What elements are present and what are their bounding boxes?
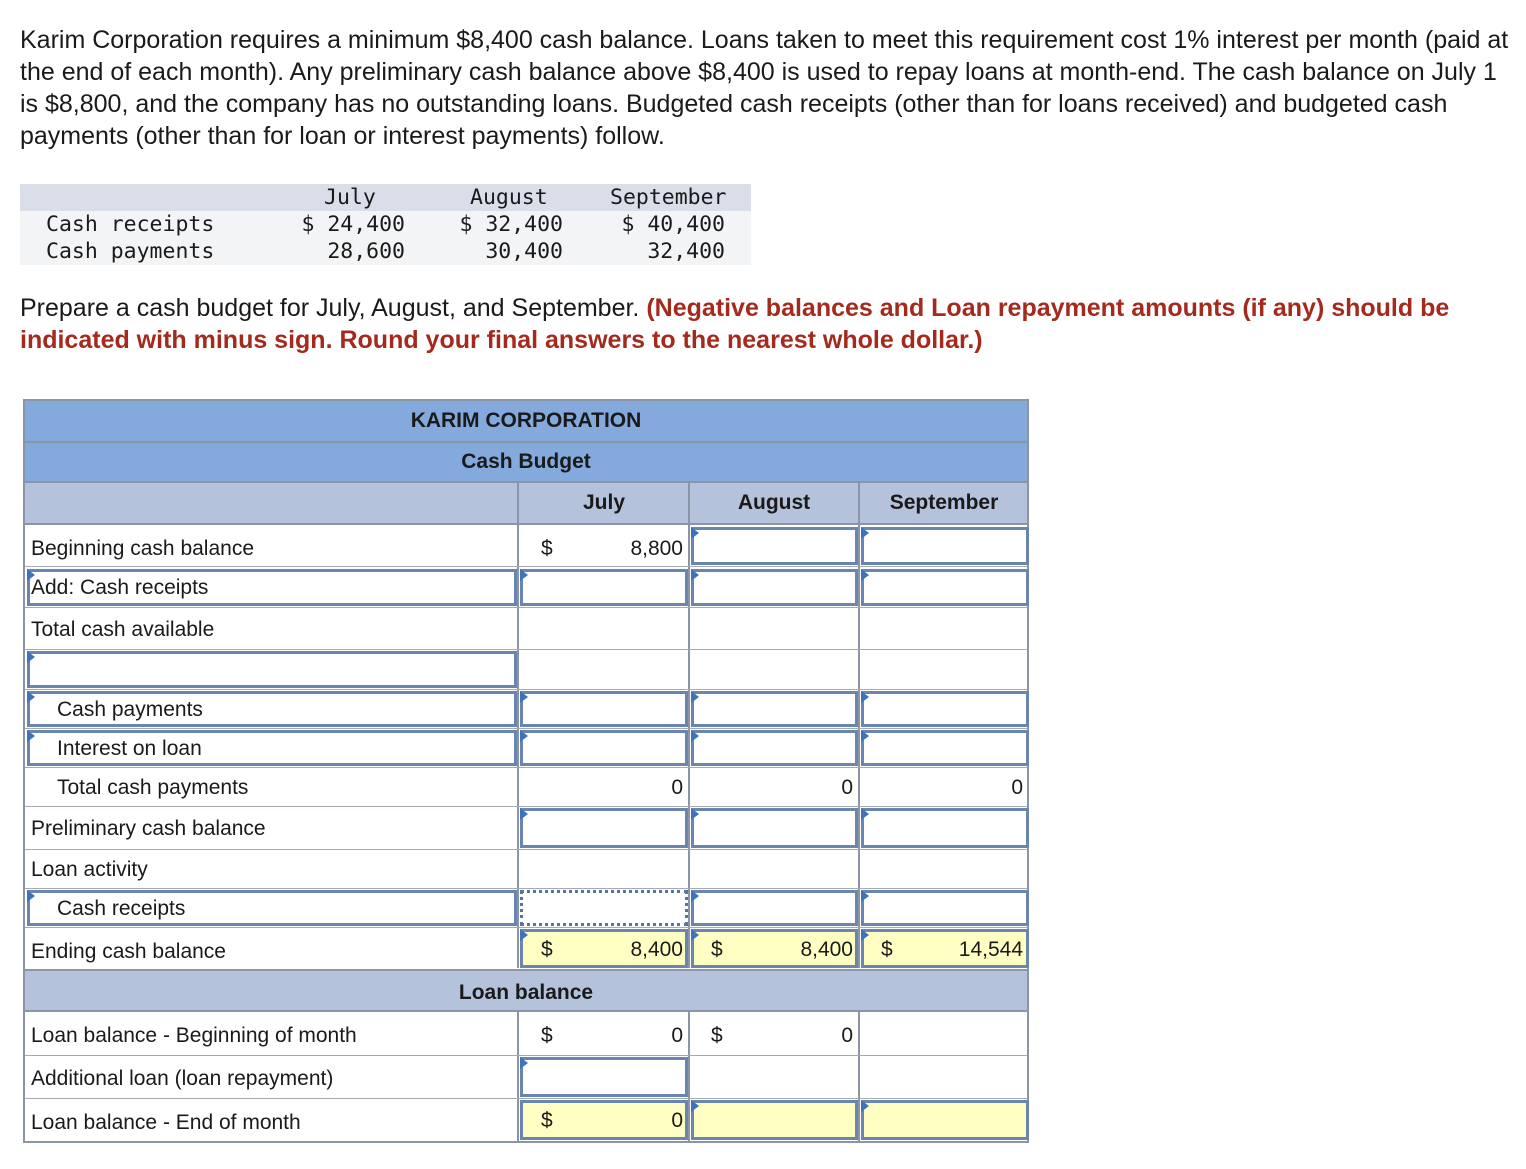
- dropdown-flag-icon: [27, 730, 35, 742]
- input-loan-receipts-july[interactable]: [520, 890, 688, 926]
- input-beginning-august[interactable]: [691, 527, 858, 565]
- given-label: Cash receipts: [46, 212, 215, 237]
- loan-beginning-august: 0: [841, 1024, 853, 1047]
- label-additional-loan: Additional loan (loan repayment): [31, 1067, 334, 1090]
- dropdown-flag-icon: [861, 890, 869, 902]
- problem-intro: Karim Corporation requires a minimum $8,400 cash balance. Loans taken to meet this requirement cost 1% interest per month (paid at the end of each month). Any preliminary cash balance above $8,400 is used to repay loans at month-end. The cash balance on July 1 is $8,800, and the company has no outstanding loans. Budgeted cash receipts (other than for loans received) and budgeted cash payments (other than for loan or interest payments) follow.: [20, 26, 1509, 150]
- input-beginning-september[interactable]: [861, 527, 1029, 565]
- input-payments-september[interactable]: [861, 691, 1029, 727]
- dropdown-flag-icon: [691, 527, 699, 539]
- total-payments-august: 0: [841, 776, 853, 799]
- label-loan-beginning: Loan balance - Beginning of month: [31, 1024, 357, 1047]
- label-preliminary-cash: Preliminary cash balance: [31, 817, 266, 840]
- col-divider: [517, 483, 519, 968]
- currency-sign: $: [881, 938, 893, 961]
- col-divider: [688, 1012, 690, 1143]
- dropdown-flag-icon: [691, 691, 699, 703]
- loan-end-july-value: 0: [671, 1109, 683, 1132]
- row-divider: [25, 566, 1027, 567]
- label-loan-cash-receipts: Cash receipts: [57, 897, 186, 920]
- given-row-receipts: [20, 211, 751, 238]
- ending-cash-july-value: 8,400: [630, 938, 683, 961]
- dropdown-flag-icon: [27, 651, 35, 663]
- total-payments-september: 0: [1011, 776, 1023, 799]
- dropdown-flag-icon: [861, 691, 869, 703]
- dropdown-flag-icon: [520, 691, 528, 703]
- loan-beginning-july: 0: [671, 1024, 683, 1047]
- input-receipts-july[interactable]: [520, 569, 688, 606]
- given-label: Cash payments: [46, 239, 215, 264]
- currency-sign: $: [541, 1109, 553, 1132]
- input-preliminary-july[interactable]: [520, 808, 688, 848]
- given-value: $ 32,400: [459, 212, 563, 237]
- row-divider: [25, 607, 1027, 608]
- given-header-july: July: [324, 185, 376, 210]
- given-value: $ 40,400: [621, 212, 725, 237]
- row-divider: [25, 649, 1027, 650]
- input-receipts-august[interactable]: [691, 569, 858, 606]
- company-name: KARIM CORPORATION: [25, 401, 1027, 443]
- dropdown-flag-icon: [520, 730, 528, 742]
- loan-balance-header: Loan balance: [25, 969, 1027, 1012]
- budget-title: Cash Budget: [25, 443, 1027, 483]
- row-divider: [25, 767, 1027, 768]
- input-loan-end-august[interactable]: [691, 1100, 858, 1140]
- dropdown-flag-icon: [520, 929, 528, 941]
- column-header-september: September: [889, 491, 999, 514]
- given-value: 30,400: [485, 239, 563, 264]
- given-header-august: August: [470, 185, 548, 210]
- row-divider: [25, 728, 1027, 729]
- dropdown-flag-icon: [861, 808, 869, 820]
- given-value: 32,400: [647, 239, 725, 264]
- currency-sign: $: [541, 938, 553, 961]
- row-divider: [25, 849, 1027, 850]
- currency-sign: $: [541, 1024, 553, 1047]
- label-loan-activity: Loan activity: [31, 858, 148, 881]
- column-header-row: [25, 483, 1027, 525]
- input-interest-august[interactable]: [691, 730, 858, 766]
- dropdown-flag-icon: [27, 691, 35, 703]
- instructions: [20, 292, 1520, 356]
- dropdown-flag-icon: [861, 527, 869, 539]
- dropdown-flag-icon: [691, 890, 699, 902]
- input-payments-july[interactable]: [520, 691, 688, 727]
- beginning-cash-july: 8,800: [630, 537, 683, 560]
- ending-cash-september-value: 14,544: [958, 938, 1023, 961]
- row-divider: [25, 1055, 1027, 1056]
- dropdown-flag-icon: [691, 730, 699, 742]
- instruction-warning: (Negative balances and Loan repayment amounts (if any) should be indicated with minus sign. Round your final answers to the nearest whole dollar.): [20, 294, 1450, 354]
- given-row-payments: [20, 238, 751, 265]
- label-loan-end: Loan balance - End of month: [31, 1111, 301, 1134]
- input-receipts-september[interactable]: [861, 569, 1029, 606]
- dropdown-flag-icon: [520, 569, 528, 581]
- ending-cash-august-value: 8,400: [800, 938, 853, 961]
- col-divider: [688, 483, 690, 968]
- label-ending-cash: Ending cash balance: [31, 940, 226, 963]
- dropdown-flag-icon: [691, 569, 699, 581]
- column-header-july: July: [582, 491, 626, 514]
- input-preliminary-september[interactable]: [861, 808, 1029, 848]
- label-add-cash-receipts: Add: Cash receipts: [31, 576, 209, 599]
- label-total-cash-available: Total cash available: [31, 618, 215, 641]
- dropdown-flag-icon: [691, 1100, 699, 1112]
- input-loan-receipts-august[interactable]: [691, 890, 858, 926]
- input-payments-august[interactable]: [691, 691, 858, 727]
- dropdown-flag-icon: [520, 1057, 528, 1069]
- label-cash-payments: Cash payments: [57, 698, 203, 721]
- col-divider: [858, 1012, 860, 1143]
- dropdown-flag-icon: [691, 808, 699, 820]
- given-value: 28,600: [327, 239, 405, 264]
- row-divider: [25, 806, 1027, 807]
- dropdown-flag-icon: [27, 890, 35, 902]
- given-header-row: [20, 184, 751, 211]
- input-loan-end-september[interactable]: [861, 1100, 1029, 1140]
- currency-sign: $: [711, 1024, 723, 1047]
- input-loan-receipts-september[interactable]: [861, 890, 1029, 926]
- dropdown-flag-icon: [861, 1100, 869, 1112]
- row-divider: [25, 1098, 1027, 1099]
- dropdown-flag-icon: [861, 569, 869, 581]
- dropdown-flag-icon: [861, 929, 869, 941]
- label-interest-on-loan: Interest on loan: [57, 737, 202, 760]
- currency-sign: $: [541, 537, 553, 560]
- input-preliminary-august[interactable]: [691, 808, 858, 848]
- cash-budget-table: [23, 399, 1029, 1143]
- dropdown-flag-icon: [520, 808, 528, 820]
- row-divider: [25, 689, 1027, 690]
- input-additional-loan-july[interactable]: [520, 1057, 688, 1097]
- label-total-cash-payments: Total cash payments: [57, 776, 249, 799]
- col-divider: [858, 483, 860, 968]
- row-divider: [25, 888, 1027, 889]
- col-divider: [517, 1012, 519, 1143]
- dropdown-flag-icon: [861, 730, 869, 742]
- input-interest-september[interactable]: [861, 730, 1029, 766]
- dropdown-flag-icon: [691, 929, 699, 941]
- row-divider: [25, 927, 1027, 928]
- given-value: $ 24,400: [301, 212, 405, 237]
- instruction-text: Prepare a cash budget for July, August, and September.: [20, 294, 640, 322]
- label-beginning-cash: Beginning cash balance: [31, 537, 255, 560]
- input-interest-july[interactable]: [520, 730, 688, 766]
- column-header-august: August: [737, 491, 811, 514]
- given-header-september: September: [610, 185, 727, 210]
- label-select-blank-row[interactable]: [27, 651, 517, 688]
- currency-sign: $: [711, 938, 723, 961]
- given-data-table: [20, 184, 751, 265]
- total-payments-july: 0: [671, 776, 683, 799]
